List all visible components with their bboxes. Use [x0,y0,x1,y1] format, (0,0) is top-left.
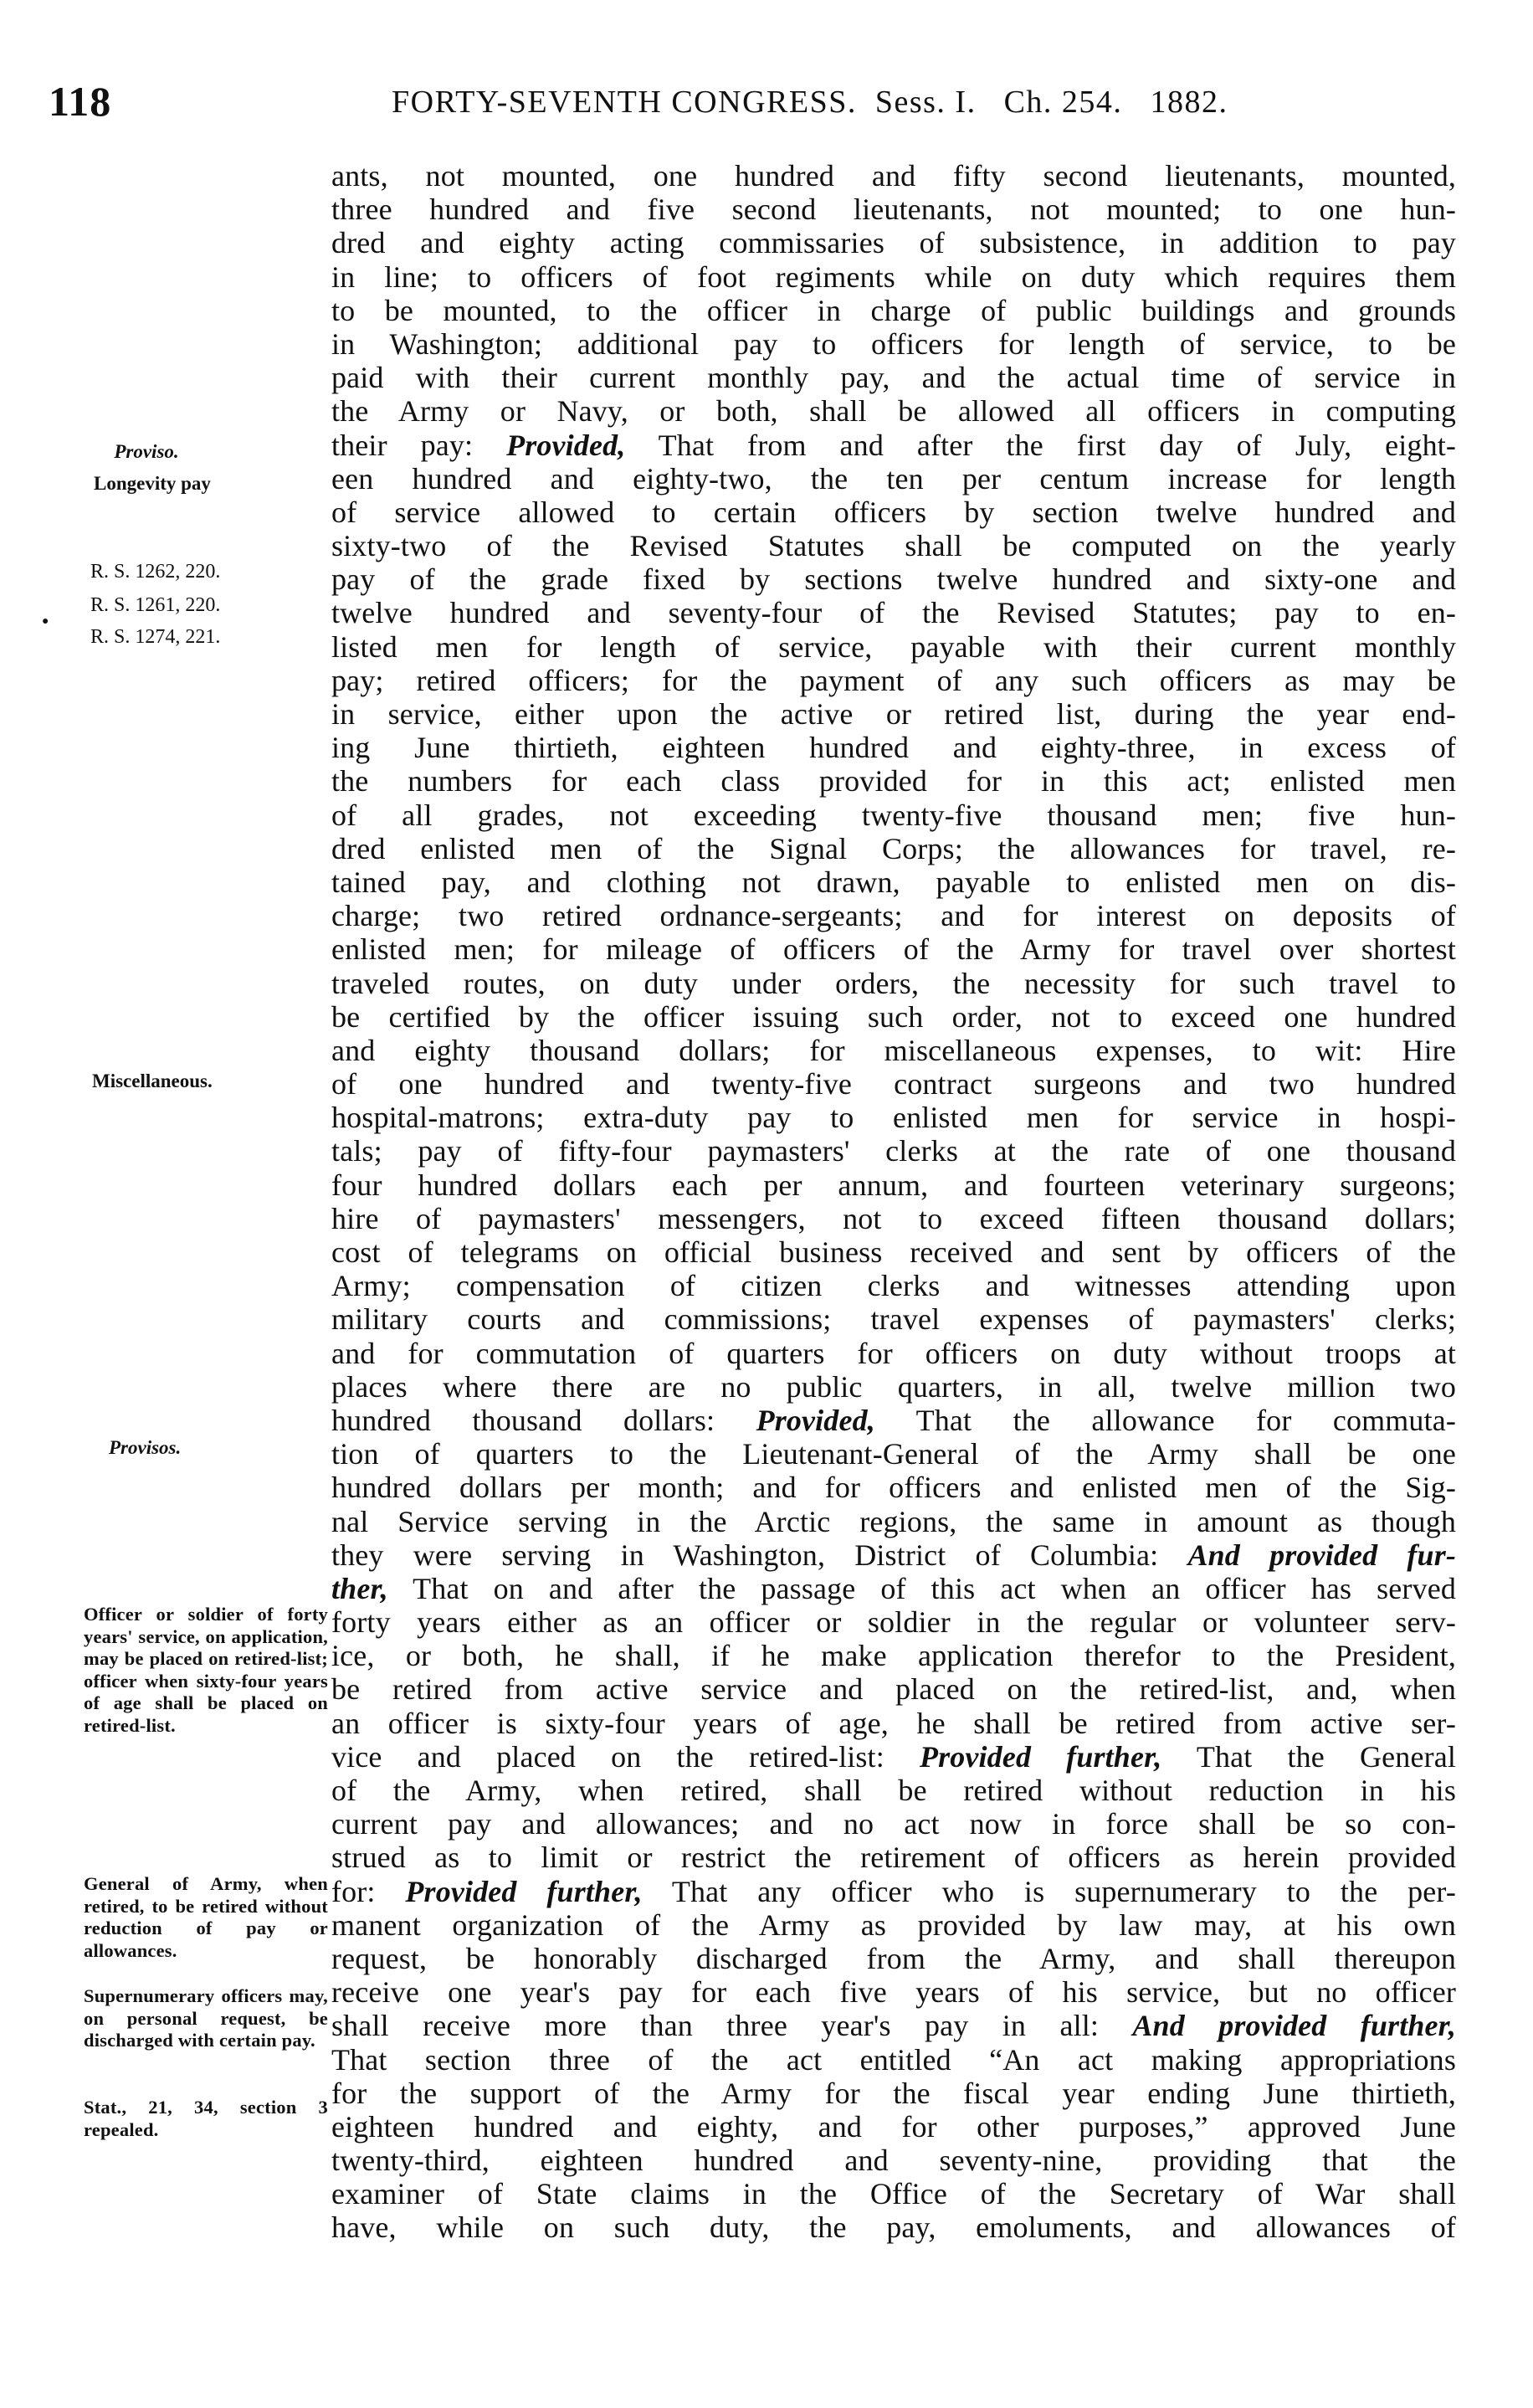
body-line: Army; compensation of citizen clerks and witnesses attending upon [331,1269,1456,1303]
body-text-segment: hundred thousand dollars: [331,1403,756,1437]
body-line: be retired from active service and placed on the retired-list, and, when [331,1672,1456,1707]
body-line: for the support of the Army for the fiscal year ending June thirtieth, [331,2076,1456,2110]
body-line-proviso [331,429,1456,462]
body-line: hundred dollars per month; and for officers and enlisted men of the Sig- [331,1471,1456,1505]
body-line: tals; pay of fifty-four paymasters' clerks at the rate of one thousand [331,1134,1456,1168]
running-head-title [392,84,1228,121]
body-line: een hundred and eighty-two, the ten per centum increase for length [331,461,1456,495]
body-text-segment: shall receive more than three year's pay in all: [331,2009,1133,2043]
body-line: cost of telegrams on official business received and sent by officers of the [331,1235,1456,1269]
body-line: tained pay, and clothing not drawn, payable to enlisted men on dis- [331,865,1456,899]
body-text-segment: That from and after the first day of July, eight- [625,428,1457,462]
body-line: listed men for length of service, payable with their current monthly [331,629,1456,664]
statute-body [331,159,1456,2245]
body-line: dred and eighty acting commissaries of subsistence, in addition to pay [331,226,1456,260]
body-text-segment: they were serving in Washington, District of Columbia: [331,1538,1188,1572]
margin-note-rs-1274: R. S. 1274, 221. [90,626,221,648]
body-text-segment: That the allowance for commuta- [874,1403,1457,1437]
margin-note-supernumerary: Supernumerary officers may, on personal request, be discharged with certain pay. [84,1985,328,2051]
proviso-keyword: And provided fur- [1187,1538,1457,1572]
proviso-keyword: Provided further, [405,1874,643,1908]
body-line: dred enlisted men of the Signal Corps; the allowances for travel, re- [331,831,1456,865]
body-text-segment: their pay: [331,428,507,462]
body-line: to be mounted, to the officer in charge of public buildings and grounds [331,293,1456,327]
body-text-segment: That on and after the passage of this act when an officer has served [387,1571,1456,1605]
body-line: of one hundred and twenty-five contract surgeons and two hundred [331,1067,1456,1101]
page-number: 118 [49,78,112,125]
body-line: traveled routes, on duty under orders, the necessity for such travel to [331,966,1456,1000]
margin-note-proviso: Proviso. [114,441,179,462]
margin-mark: ● [42,615,49,628]
body-line: have, while on such duty, the pay, emoluments, and allowances of [331,2210,1456,2245]
proviso-keyword: Provided further, [919,1739,1162,1774]
body-line: in line; to officers of foot regiments while on duty which requires them [331,259,1456,294]
body-line: pay; retired officers; for the payment of any such officers as may be [331,663,1456,697]
body-line: That section three of the act entitled “An act making appropriations [331,2042,1456,2077]
margin-note-general-of-army: General of Army, when retired, to be retired without reduction of pay or allowances. [84,1873,328,1961]
body-line: hire of paymasters' messengers, not to exceed fifteen thousand dollars; [331,1201,1456,1235]
margin-note-longevity: Longevity pay [94,473,211,494]
body-line: twelve hundred and seventy-four of the Revised Statutes; pay to en- [331,596,1456,630]
body-line: be certified by the officer issuing such order, not to exceed one hundred [331,999,1456,1034]
body-line: charge; two retired ordnance-sergeants; and for interest on deposits of [331,899,1456,933]
body-line: forty years either as an officer or soldier in the regular or volunteer serv- [331,1605,1456,1640]
margin-note-stat-repealed: Stat., 21, 34, section 3 repealed. [84,2097,328,2140]
margin-note-officer-soldier: Officer or soldier of forty years' service, on application, may be placed on retired-list; officer when sixty-four years of age shall be placed on retired-list. [84,1604,328,1736]
body-line: in Washington; additional pay to officers for length of service, to be [331,326,1456,361]
body-line: the numbers for each class provided for in this act; enlisted men [331,764,1456,798]
margin-note-miscellaneous: Miscellaneous. [92,1071,213,1091]
body-line: of all grades, not exceeding twenty-five thousand men; five hun- [331,798,1456,832]
body-line: ants, not mounted, one hundred and fifty second lieutenants, mounted, [331,159,1456,193]
body-line-proviso [331,1404,1456,1437]
body-line: and eighty thousand dollars; for miscellaneous expenses, to wit: Hire [331,1033,1456,1067]
body-line: eighteen hundred and eighty, and for other purposes,” approved June [331,2109,1456,2144]
body-line: examiner of State claims in the Office of the Secretary of War shall [331,2177,1456,2211]
body-line-proviso [331,1572,1456,1605]
body-line: ing June thirtieth, eighteen hundred and eighty-three, in excess of [331,731,1456,765]
body-line-proviso [331,1538,1456,1572]
body-line: an officer is sixty-four years of age, he shall be retired from active ser- [331,1706,1456,1740]
body-line: sixty-two of the Revised Statutes shall be computed on the yearly [331,529,1456,563]
proviso-keyword: Provided, [756,1403,875,1437]
body-line: four hundred dollars each per annum, and fourteen veterinary surgeons; [331,1168,1456,1202]
body-line: of service allowed to certain officers by section twelve hundred and [331,495,1456,529]
congress-title: FORTY-SEVENTH CONGRESS. [392,85,857,120]
proviso-keyword: And provided further, [1132,2009,1456,2043]
body-line: request, be honorably discharged from the Army, and shall thereupon [331,1941,1456,1975]
body-line: enlisted men; for mileage of officers of the Army for travel over shortest [331,932,1456,967]
body-line: pay of the grade fixed by sections twelve hundred and sixty-one and [331,562,1456,597]
body-line: of the Army, when retired, shall be retired without reduction in his [331,1774,1456,1807]
body-text-segment: vice and placed on the retired-list: [331,1739,920,1774]
body-line-proviso [331,1875,1456,1908]
chapter-label: Ch. 254. [1003,85,1123,120]
proviso-keyword: ther, [331,1571,388,1605]
margin-note-rs-1261: R. S. 1261, 220. [90,594,221,616]
body-line-proviso [331,1740,1456,1774]
body-line: twenty-third, eighteen hundred and seventy-nine, providing that the [331,2144,1456,2178]
body-line: three hundred and five second lieutenants, not mounted; to one hun- [331,193,1456,227]
margin-notes [84,0,328,2408]
margin-note-rs-1262: R. S. 1262, 220. [90,561,221,583]
margin-note-provisos: Provisos. [109,1437,182,1458]
body-line: receive one year's pay for each five years of his service, but no officer [331,1975,1456,2010]
body-line: ice, or both, he shall, if he make application therefor to the President, [331,1639,1456,1673]
body-line: strued as to limit or restrict the retirement of officers as herein provided [331,1841,1456,1875]
body-line: manent organization of the Army as provided by law may, at his own [331,1907,1456,1942]
body-line: paid with their current monthly pay, and the actual time of service in [331,361,1456,395]
body-line: and for commutation of quarters for officers on duty without troops at [331,1336,1456,1370]
body-line: places where there are no public quarters, in all, twelve million two [331,1369,1456,1404]
year-label: 1882. [1150,85,1228,120]
body-line: in service, either upon the active or retired list, during the year end- [331,697,1456,731]
body-line: the Army or Navy, or both, shall be allowed all officers in computing [331,394,1456,429]
body-line: nal Service serving in the Arctic regions, the same in amount as though [331,1504,1456,1538]
proviso-keyword: Provided, [506,428,626,462]
body-line-proviso [331,2009,1456,2042]
body-text-segment: That any officer who is supernumerary to the per- [642,1874,1456,1908]
body-line: tion of quarters to the Lieutenant-General of the Army shall be one [331,1437,1456,1471]
body-line: current pay and allowances; and no act now in force shall be so con- [331,1807,1456,1841]
session-label: Sess. I. [874,85,977,120]
body-line: hospital-matrons; extra-duty pay to enlisted men for service in hospi- [331,1101,1456,1135]
body-text-segment: That the General [1161,1739,1456,1774]
body-text-segment: for: [331,1874,406,1908]
body-line: military courts and commissions; travel expenses of paymasters' clerks; [331,1302,1456,1337]
